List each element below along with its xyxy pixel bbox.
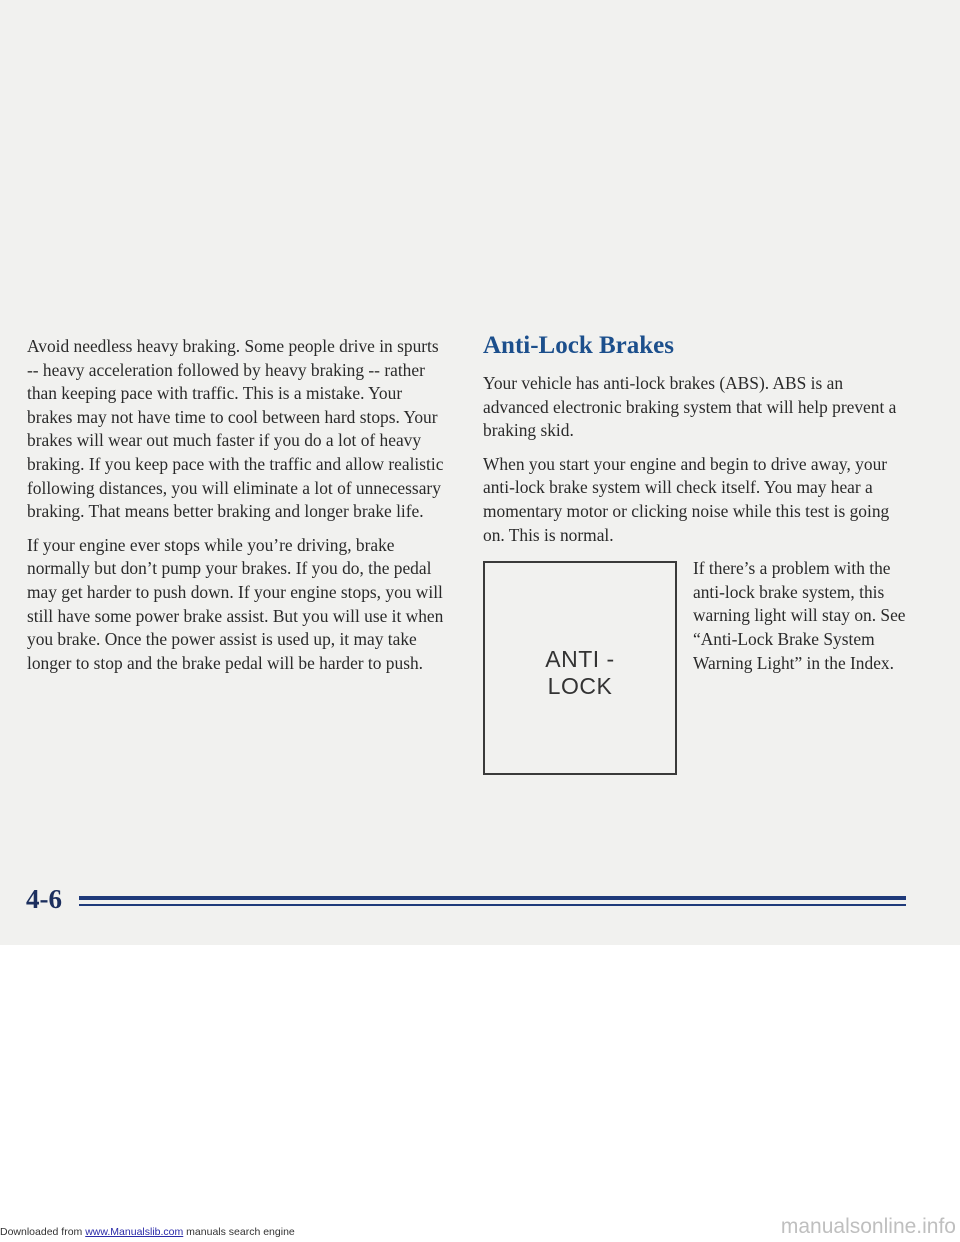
warning-light-line1: ANTI - (545, 646, 615, 673)
page-number: 4-6 (26, 884, 62, 914)
braking-paragraph: Avoid needless heavy braking. Some people drive in spurts -- heavy acceleration followed by heavy braking -- rather than keeping pace with traffic. This is a mistake. Your brakes may not have time to cool between hard stops. Your brakes will wear out much faster if you do a lot of heavy braking. If you keep pace with the traffic and allow realistic following distances, you will eliminate a lot of unnecessary braking. That means better braking and longer brake life. (27, 336, 444, 522)
left-column (27, 335, 445, 675)
footer-rule-thick (79, 896, 906, 900)
watermark-prefix: Downloaded from (0, 1226, 86, 1238)
anti-lock-warning-light-icon (483, 561, 677, 775)
warning-light-row (483, 557, 908, 787)
right-column (483, 331, 908, 787)
warning-light-note: If there’s a problem with the anti-lock brake system, this warning light will stay on. See “Anti-Lock Brake System Warning Light” in the Index. (693, 558, 906, 673)
abs-selfcheck-paragraph: When you start your engine and begin to drive away, your anti-lock brake system will check itself. You may hear a momentary motor or clicking noise while this test is going on. This is normal. (483, 453, 890, 545)
manualslib-link[interactable]: www.Manualslib.com (85, 1226, 184, 1238)
download-watermark (0, 1225, 295, 1239)
engine-stop-paragraph: If your engine ever stops while you’re driving, brake normally but don’t pump your brakes. If you do, the pedal may get harder to push down. If your engine stops, you will still have some power brake assist. But you will use it when you brake. Once the power assist is used up, it may take longer to stop and the brake pedal will be harder to push. (27, 534, 444, 673)
footer-rule-thin (79, 904, 906, 906)
warning-light-label (485, 646, 675, 700)
abs-intro-paragraph: Your vehicle has anti-lock brakes (ABS). ABS is an advanced electronic braking system that will help prevent a braking skid. (483, 373, 897, 441)
page-footer (26, 883, 906, 923)
manualsonline-watermark: manualsonline.info (780, 1215, 956, 1238)
warning-light-line2: LOCK (547, 673, 613, 700)
watermark-suffix: manuals search engine (183, 1226, 295, 1238)
section-heading: Anti-Lock Brakes (483, 332, 674, 359)
